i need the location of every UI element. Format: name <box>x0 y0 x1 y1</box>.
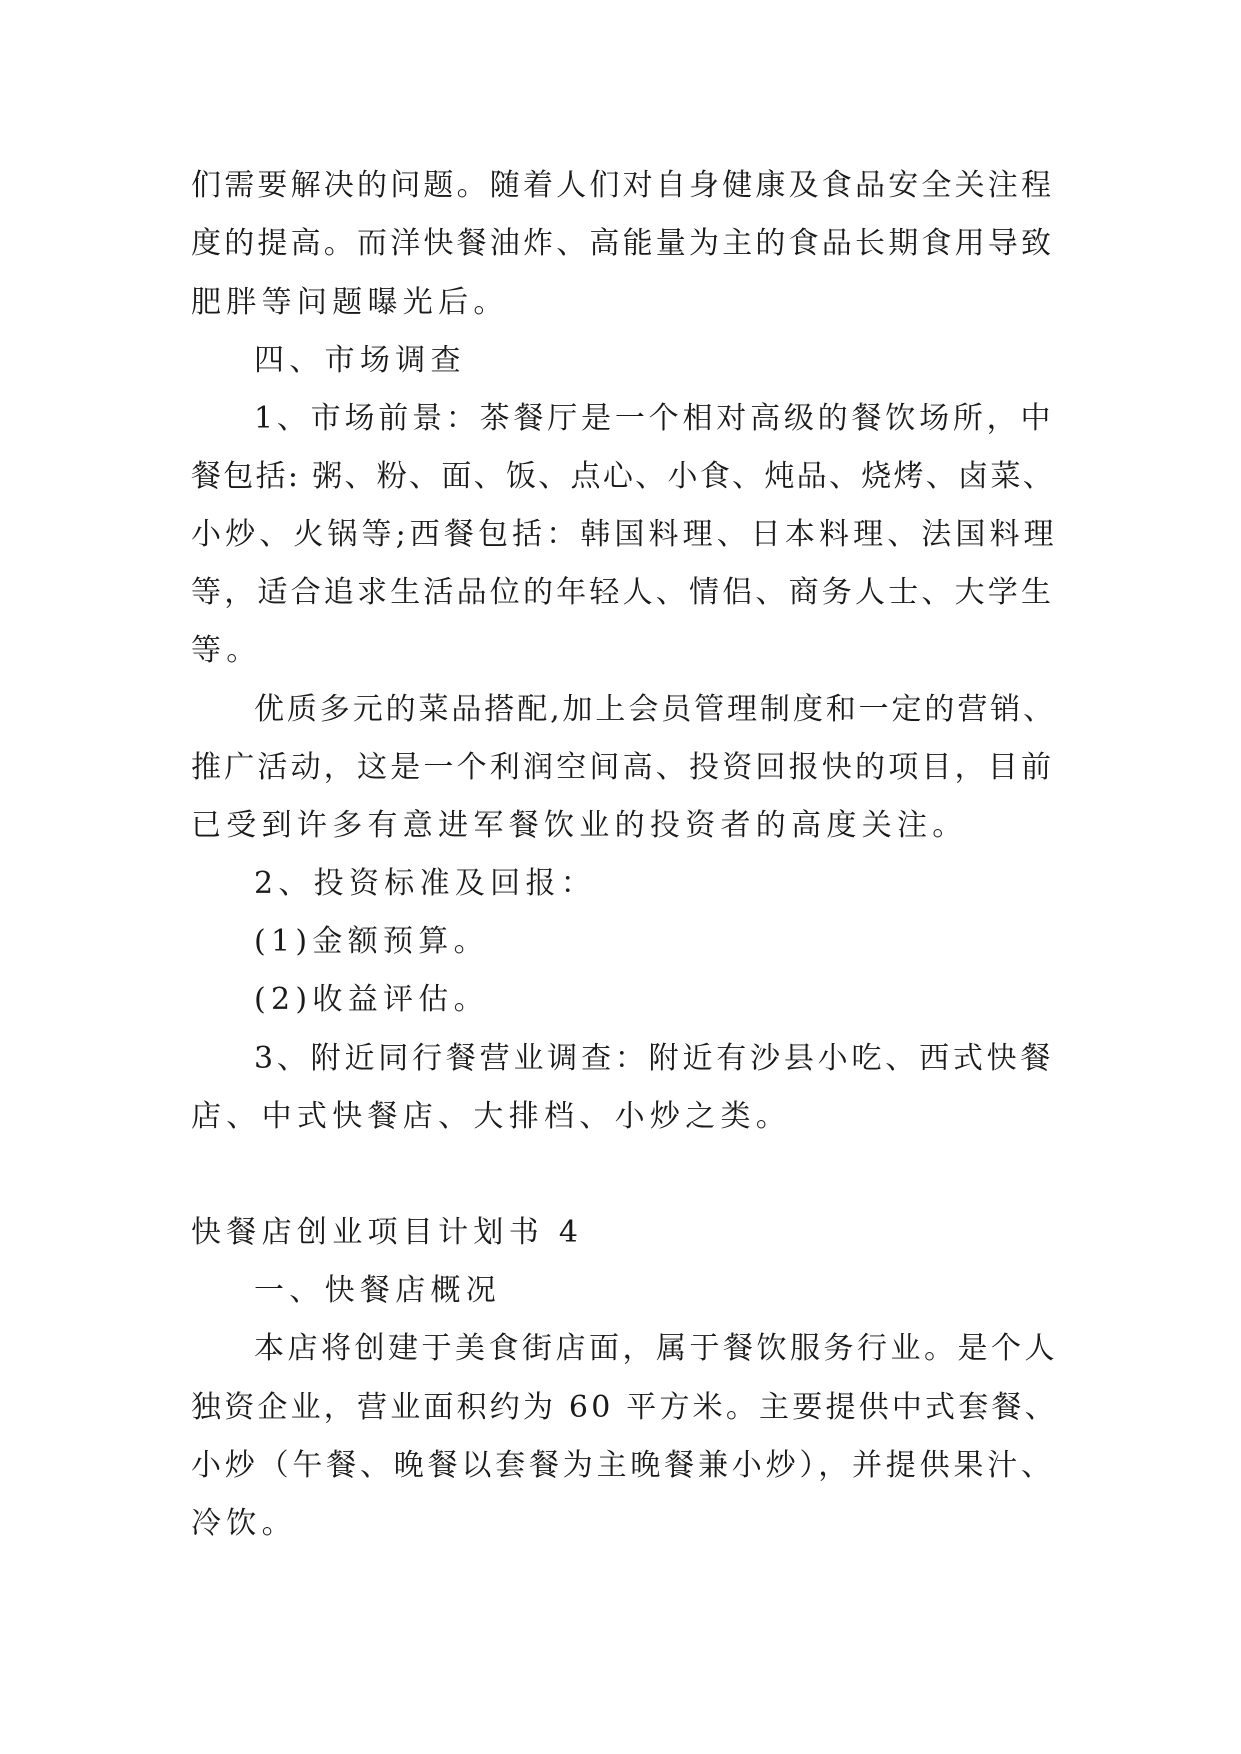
paragraph-line: 本店将创建于美食街店面，属于餐饮服务行业。是个人 <box>254 1331 1058 1366</box>
paragraph-line: 们需要解决的问题。随着人们对自身健康及食品安全关注程 <box>191 168 1055 203</box>
section-heading: 一、快餐店概况 <box>254 1273 502 1308</box>
paragraph-line: 2、投资标准及回报： <box>254 866 597 901</box>
paragraph-line: 餐包括: 粥、粉、面、饭、点心、小食、炖品、烧烤、卤菜、 <box>191 459 1056 494</box>
paragraph-line: 小炒、火锅等;西餐包括：韩国料理、日本料理、法国料理 <box>191 517 1058 552</box>
paragraph-line: 1、市场前景：茶餐厅是一个相对高级的餐饮场所，中 <box>254 401 1055 436</box>
paragraph-line: 等。 <box>191 633 262 668</box>
paragraph-line: 度的提高。而洋快餐油炸、高能量为主的食品长期食用导致 <box>191 226 1055 261</box>
section-heading: 四、市场调查 <box>254 343 466 378</box>
list-item: (1)金额预算。 <box>254 924 489 959</box>
paragraph-line: 已受到许多有意进军餐饮业的投资者的高度关注。 <box>191 808 968 843</box>
document-title: 快餐店创业项目计划书 4 <box>191 1215 584 1250</box>
paragraph-line: 等，适合追求生活品位的年轻人、情侣、商务人士、大学生 <box>191 575 1055 610</box>
paragraph-line: 店、中式快餐店、大排档、小炒之类。 <box>191 1099 792 1134</box>
list-item: (2)收益评估。 <box>254 982 489 1017</box>
paragraph-line: 推广活动，这是一个利润空间高、投资回报快的项目，目前 <box>191 750 1055 785</box>
paragraph-line: 肥胖等问题曝光后。 <box>191 285 509 320</box>
paragraph-line: 独资企业，营业面积约为 60 平方米。主要提供中式套餐、 <box>191 1390 1058 1425</box>
paragraph-line: 小炒（午餐、晚餐以套餐为主晚餐兼小炒），并提供果汁、 <box>191 1448 1055 1483</box>
paragraph-line: 3、附近同行餐营业调查：附近有沙县小吃、西式快餐 <box>254 1041 1055 1076</box>
paragraph-line: 优质多元的菜品搭配,加上会员管理制度和一定的营销、 <box>254 692 1057 727</box>
paragraph-line: 冷饮。 <box>191 1506 297 1541</box>
